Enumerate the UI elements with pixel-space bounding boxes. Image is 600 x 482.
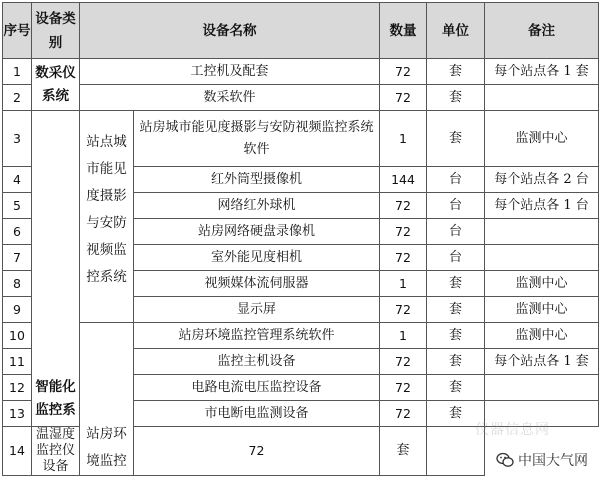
row-name: 网络红外球机 [134, 193, 380, 219]
row-seq: 6 [3, 219, 32, 245]
row-name: 市电断电监测设备 [134, 401, 380, 427]
row-note: 监测中心 [485, 111, 599, 167]
row-unit: 台 [427, 219, 485, 245]
row-name: 工控机及配套 [80, 59, 380, 85]
row-qty: 72 [380, 349, 427, 375]
row-name: 站房网络硬盘录像机 [134, 219, 380, 245]
row-qty: 1 [380, 271, 427, 297]
row-name: 红外筒型摄像机 [134, 167, 380, 193]
table-row [3, 59, 599, 85]
header-seq: 序号 [3, 3, 32, 59]
table-row [3, 111, 599, 167]
row-unit: 套 [427, 349, 485, 375]
row-unit: 套 [380, 427, 427, 476]
row-unit: 台 [427, 193, 485, 219]
header-row [3, 3, 599, 59]
row-qty: 144 [380, 167, 427, 193]
row-qty: 72 [380, 59, 427, 85]
row-qty: 1 [380, 323, 427, 349]
row-qty: 72 [380, 193, 427, 219]
row-name: 站房城市能见度摄影与安防视频监控系统软件 [134, 111, 380, 167]
row-name: 电路电流电压监控设备 [134, 375, 380, 401]
header-name: 设备名称 [80, 3, 380, 59]
row-qty: 72 [134, 427, 380, 476]
row-note: 监测中心 [485, 323, 599, 349]
row-seq: 7 [3, 245, 32, 271]
watermark-instrument-network: 仪器信息网 [475, 422, 550, 438]
row-seq: 11 [3, 349, 32, 375]
row-seq: 8 [3, 271, 32, 297]
row-unit: 台 [427, 167, 485, 193]
row-seq: 9 [3, 297, 32, 323]
row-name: 站房环境监控管理系统软件 [134, 323, 380, 349]
row-name: 监控主机设备 [134, 349, 380, 375]
row-seq: 2 [3, 85, 32, 111]
row-name: 显示屏 [134, 297, 380, 323]
row-name: 温湿度监控仪设备 [32, 427, 80, 476]
row-note [485, 375, 599, 401]
row-qty: 72 [380, 401, 427, 427]
row-name: 室外能见度相机 [134, 245, 380, 271]
row-note: 每个站点各 2 台 [485, 167, 599, 193]
row-qty: 72 [380, 219, 427, 245]
row-seq: 3 [3, 111, 32, 167]
row-seq: 14 [3, 427, 32, 476]
watermark-source-text: 中国大气网 [518, 453, 588, 469]
row-note: 每个站点各 1 套 [485, 349, 599, 375]
row-note: 每个站点各 1 套 [485, 59, 599, 85]
table-row [3, 85, 599, 111]
row-note [485, 245, 599, 271]
row-seq: 1 [3, 59, 32, 85]
watermark-source [496, 450, 588, 470]
row-qty: 1 [380, 111, 427, 167]
row-qty: 72 [380, 375, 427, 401]
subcategory-visibility-video: 站点城市能见度摄影与安防视频监控系统 [80, 111, 134, 323]
row-note: 监测中心 [485, 297, 599, 323]
row-qty: 72 [380, 297, 427, 323]
row-seq: 5 [3, 193, 32, 219]
row-note: 监测中心 [485, 271, 599, 297]
row-unit: 套 [427, 111, 485, 167]
wechat-icon [496, 452, 514, 468]
row-unit: 套 [427, 375, 485, 401]
category-intelligent-monitoring: 智能化监控系 [32, 111, 80, 427]
header-qty: 数量 [380, 3, 427, 59]
row-note: 每个站点各 1 台 [485, 193, 599, 219]
row-unit: 套 [427, 271, 485, 297]
row-qty: 72 [380, 85, 427, 111]
row-unit: 套 [427, 59, 485, 85]
row-note [485, 219, 599, 245]
header-note: 备注 [485, 3, 599, 59]
equipment-table [2, 2, 599, 476]
row-qty: 72 [380, 245, 427, 271]
row-unit: 套 [427, 323, 485, 349]
row-seq: 13 [3, 401, 32, 427]
category-data-acquisition: 数采仪系统 [32, 59, 80, 111]
row-unit: 台 [427, 245, 485, 271]
row-seq: 10 [3, 323, 32, 349]
row-note [485, 85, 599, 111]
row-name: 数采软件 [80, 85, 380, 111]
header-unit: 单位 [427, 3, 485, 59]
row-unit: 套 [427, 401, 485, 427]
row-name: 视频媒体流伺服器 [134, 271, 380, 297]
table-row [3, 323, 599, 349]
header-category: 设备类别 [32, 3, 80, 59]
subcategory-room-environment: 站房环境监控 [80, 323, 134, 476]
row-seq: 4 [3, 167, 32, 193]
row-unit: 套 [427, 85, 485, 111]
row-seq: 12 [3, 375, 32, 401]
row-unit: 套 [427, 297, 485, 323]
